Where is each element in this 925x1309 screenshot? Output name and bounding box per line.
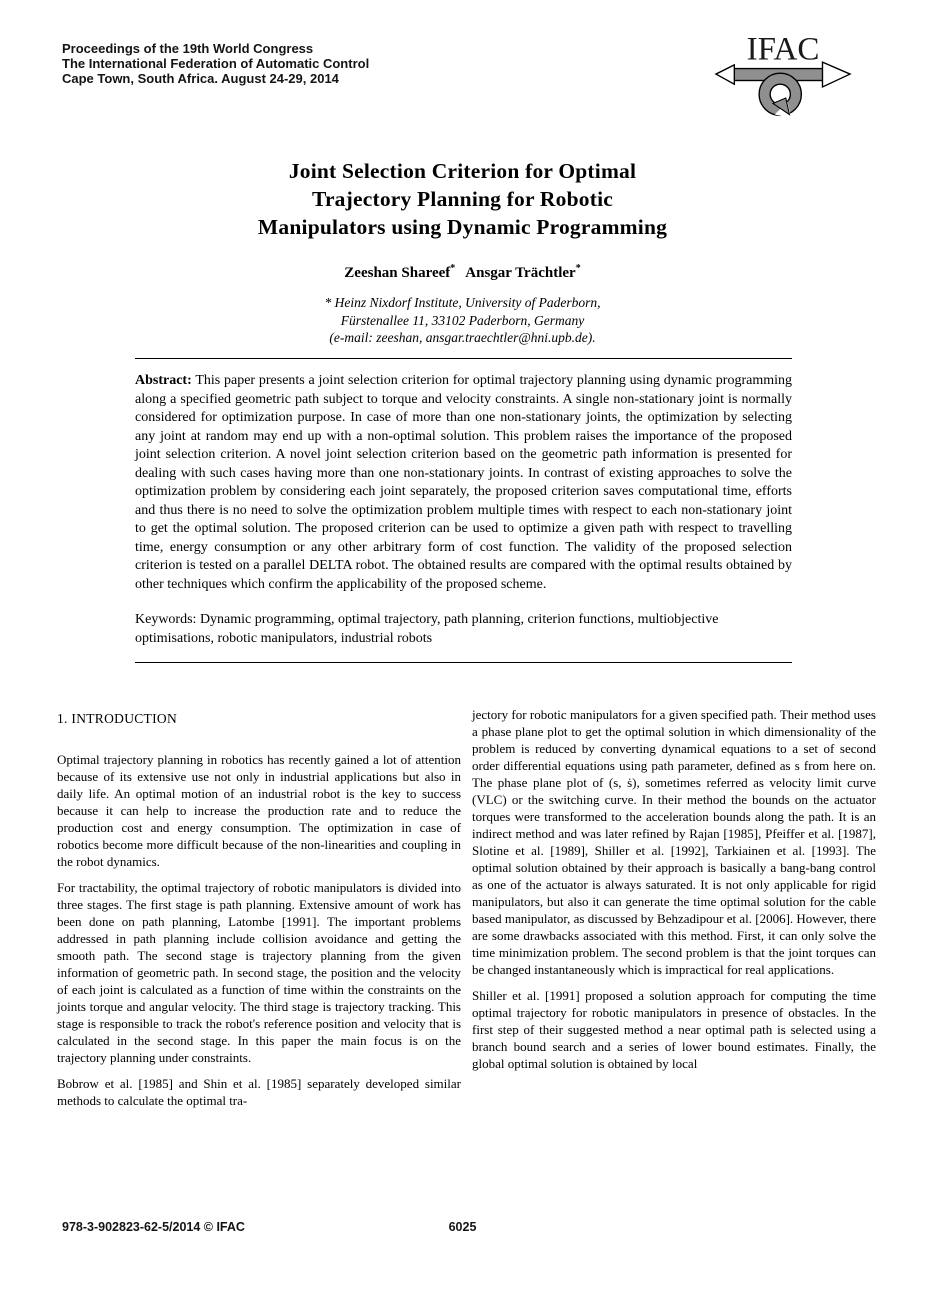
ifac-logo-icon — [714, 30, 852, 120]
abstract-paragraph — [135, 372, 792, 594]
section-heading-introduction: 1. INTRODUCTION — [57, 711, 177, 726]
author-name-1: Zeeshan Shareef — [344, 265, 451, 281]
right-column — [472, 706, 876, 1118]
title-line-3: Manipulators using Dynamic Programming — [257, 215, 668, 239]
affiliation-block — [0, 294, 925, 347]
header-line-1: Proceedings of the 19th World Congress — [62, 41, 314, 56]
header-line-2: The International Federation of Automatic Control — [62, 55, 370, 71]
author-mark-2: * — [575, 263, 581, 274]
title-line-1: Joint Selection Criterion for Optimal — [288, 159, 637, 183]
footer-page-number: 6025 — [448, 1220, 477, 1234]
author-name-2: Ansgar Trächtler — [465, 265, 576, 281]
page-footer — [0, 1220, 925, 1240]
left-paragraph-2: For tractability, the optimal trajectory of robotic manipulators is divided into three stages. The first stage is path planning. Extensive amount of work has been done on path planning, Latombe [1991]. The important problems addressed in path planning include collision avoidance and getting the smooth path. The second stage is trajectory planning from the given information of geometric path. In second stage, the position and the velocity of each joint is calculated as a function of time within the constraints on the joints torque and angular velocity. The third stage is trajectory tracking. This stage is responsible to track the robot's reference position and velocity that is calculated in the second stage. In this paper the main focus is on the trajectory planning under constraints. — [57, 880, 461, 1065]
affiliation-email: (e-mail: zeeshan, ansgar.traechtler@hni.upb.de). — [329, 330, 596, 345]
keywords-text: Dynamic programming, optimal trajectory, path planning, criterion functions, multiobjective optimisations, robotic manipulators, industrial robots — [135, 612, 719, 646]
footer-isbn: 978-3-902823-62-5/2014 © IFAC — [62, 1220, 245, 1234]
left-paragraph-3: Bobrow et al. [1985] and Shin et al. [1985] separately developed similar methods to calculate the optimal tra- — [57, 1076, 461, 1108]
author-mark-1: * — [450, 263, 456, 274]
ifac-logo — [714, 30, 852, 120]
left-column — [57, 706, 461, 1118]
right-paragraph-1: jectory for robotic manipulators for a given specified path. Their method uses a phase plane plot to get the optimal solution in which dimensionality of the problem is reduced by converting dynamical equations to a set of second order differential equations using path parameter, defined as s from here on. The phase plane plot of (s, ṡ), sometimes referred as velocity limit curve (VLC) or the switching curve. In their method the bounds on the actuator torques were transformed to the acceleration bounds along the path. It is an indirect method and was later refined by Rajan [1985], Pfeiffer et al. [1987], Slotine et al. [1989], Shiller et al. [1992], Tarkiainen et al. [1993]. The optimal solution obtained by their approach is basically a bang-bang control as one of the actuator is always saturated. It is not only applicable for rigid manipulators, but also it can generate the time optimal solution for the cable based manipulator, as discussed by Behzadipour et al. [2006]. However, there are some drawbacks associated with this method. First, it can only solve the time minimization problem. The second problem is that the joint torques can be changed instantaneously which is impractical for real applications. — [472, 707, 877, 977]
affiliation-line-2: Fürstenallee 11, 33102 Paderborn, Germany — [340, 312, 585, 328]
affiliation-line-1: * Heinz Nixdorf Institute, University of Paderborn, — [324, 295, 601, 310]
title-line-2: Trajectory Planning for Robotic — [312, 187, 613, 211]
authors-line — [0, 263, 925, 282]
abstract-text: This paper presents a joint selection criterion for optimal trajectory planning using dynamic programming along a specified geometric path subject to torque and velocity constraints. A single non-stationary joint is normally considered for optimization purpose. In case of more than one non-stationary joints, the optimization by selecting any joint at random may end up with a non-optimal solution. This problem raises the importance of the proposed joint selection criterion. A novel joint selection criterion based on the geometric path information is presented for dealing with such cases having more than one non-stationary joints. In contrast of existing approaches to solve the optimization problem by considering each joint separately, the proposed criterion saves computational time, efforts and thus there is no need to solve the optimization problem multiple times with respect to each non-stationary joint to get the optimal solution. The proposed criterion can be used to optimize a given path with respect to travelling time, energy consumption or any other arbitrary form of cost function. The validity of the proposed selection criterion is tested on a parallel DELTA robot. The obtained results are compared with the optimal results obtained by other techniques which confirm the applicability of the proposed scheme. — [135, 373, 792, 592]
abstract-block — [135, 358, 792, 663]
abstract-label: Abstract: — [135, 373, 192, 388]
keywords-paragraph — [135, 611, 792, 648]
ifac-logo-text: IFAC — [746, 31, 820, 68]
keywords-label: Keywords: — [135, 612, 197, 627]
left-paragraph-1: Optimal trajectory planning in robotics has recently gained a lot of attention because of its extensive use not only in industrial applications but also in daily life. An optimal motion of an industrial robot is the key to success because it can help to increase the production rate and to reduce the production cost and energy consumption. The optimization in case of robotics become more difficult because of the non-linearities and coupling in the robot dynamics. — [57, 752, 461, 869]
right-paragraph-2: Shiller et al. [1991] proposed a solution approach for computing the time optimal trajectory for robotic manipulators in presence of obstacles. In the first step of their suggested method a near optimal path is selected using a branch bound search and a series of lower bound estimates. Finally, the global optimal solution is obtained by local — [472, 988, 876, 1071]
conference-header — [62, 42, 369, 86]
paper-title — [0, 157, 925, 241]
body-columns — [57, 706, 876, 1118]
header-line-3: Cape Town, South Africa. August 24-29, 2014 — [62, 70, 339, 86]
